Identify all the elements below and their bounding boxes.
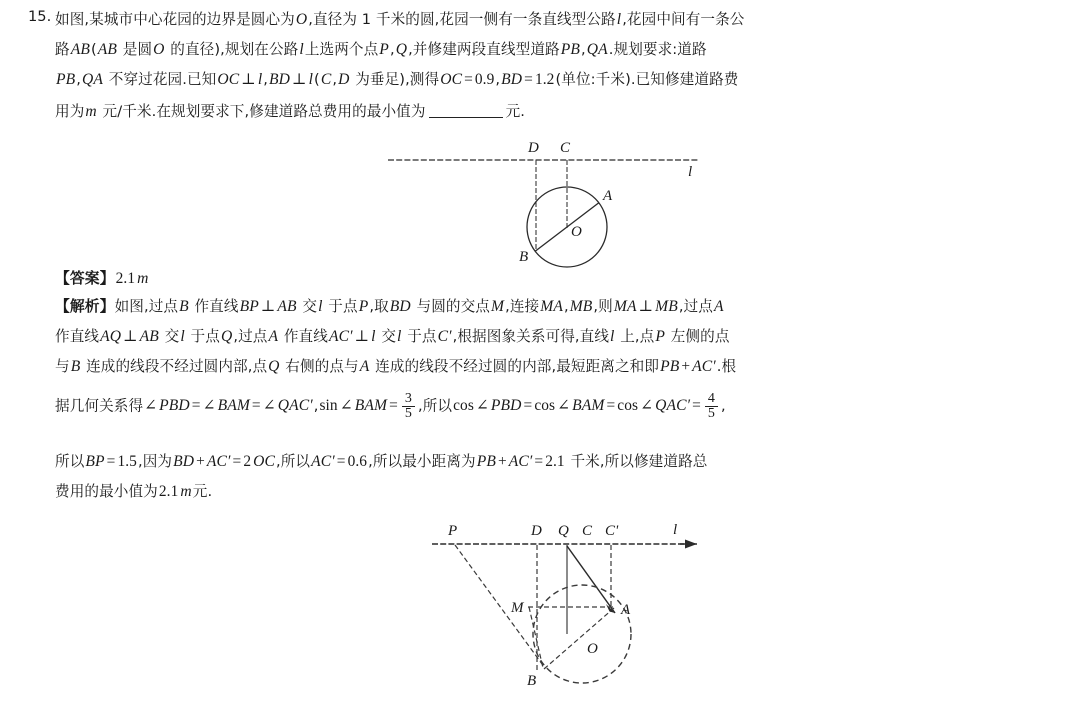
solution-run-run-11: ,所以	[276, 453, 311, 470]
solution-run-run-5: l	[180, 328, 185, 345]
solution-run-run-13: l	[371, 328, 376, 345]
question-run-run-2: ,直径为 1 千米的圆,花园一侧有一条直线型公路	[308, 11, 616, 28]
solution-run-run-17: +	[497, 453, 507, 470]
solution-run-run-23: =	[606, 397, 616, 415]
solution-run-run-10: sin	[319, 397, 338, 415]
solution-run-run-11: AC′	[328, 328, 353, 345]
solution-run-run-21: P	[655, 328, 665, 345]
figure1-label-O: O	[571, 224, 582, 240]
question-run-run-20: BD	[501, 71, 523, 88]
solution-run-run-7: l	[318, 298, 323, 315]
solution-run-run-13: =	[336, 453, 346, 470]
solution-run-run-23: A	[714, 298, 724, 315]
question-run-run-0: 路	[55, 41, 70, 58]
solution-run-run-0: 所以	[55, 453, 85, 470]
figure2-label-Cprime: C'	[605, 523, 619, 539]
solution-run-run-10: 作直线	[279, 328, 328, 345]
solution-run-run-9: ,	[313, 397, 319, 415]
question-run-run-0: 用为	[55, 103, 85, 120]
solution-run-run-8: ,过点	[233, 328, 268, 345]
figure1-label-l: l	[688, 164, 693, 180]
question-run-run-23: (单位:千米).已知修建道路费	[555, 71, 739, 88]
solution-run-run-19: MA	[613, 298, 637, 315]
solution-run-run-2: ⊥	[123, 328, 138, 345]
question-run-run-2: 元/千米.在规划要求下,修建道路总费用的最小值为	[97, 103, 426, 120]
solution-run-run-17: MB	[569, 298, 593, 315]
solution-run-run-5: AB	[277, 298, 297, 315]
question-run-run-2: QA	[82, 71, 104, 88]
answer-run-run-0: 2.1	[115, 270, 136, 287]
solution-run-run-14: 交	[376, 328, 397, 345]
solution-run-run-13: =	[389, 397, 398, 415]
solution-run-run-0: 作直线	[55, 328, 100, 345]
question-run-run-1: AB	[70, 41, 90, 58]
solution-run-run-4: ∠	[202, 397, 216, 415]
figure2-label-D: D	[531, 523, 542, 539]
solution-run-run-9: P	[358, 298, 369, 315]
figure2-label-B: B	[527, 673, 537, 689]
solution-run-run-6: 连成的线段不经过圆的内部,最短距离之和即	[370, 358, 660, 375]
solution-run-run-16: ,	[563, 298, 569, 315]
solution-run-run-15: ,所以	[417, 397, 453, 415]
question-run-run-7: l	[299, 41, 304, 58]
solution-run-run-6: +	[196, 453, 205, 470]
solution-run-run-13: M	[491, 298, 505, 315]
solution-run-run-5: BD	[173, 453, 195, 470]
question-line-4	[55, 100, 525, 121]
solution-run-run-1: B	[70, 358, 81, 375]
solution-run-run-14: 0.6	[347, 453, 368, 470]
question-run-run-4: OC	[217, 71, 240, 88]
solution-run-run-8: =	[232, 453, 242, 470]
solution-run-run-25: ∠	[640, 397, 654, 415]
solution-run-run-15: l	[397, 328, 402, 345]
solution-run-run-5: A	[359, 358, 370, 375]
question-run-run-15: 为垂足),测得	[350, 71, 440, 88]
solution-run-run-21: MB	[655, 298, 678, 315]
solution-run-run-7: AC′	[206, 453, 231, 470]
solution-run-run-8: QAC′	[277, 397, 313, 415]
solution-run-run-12: AC′	[311, 453, 335, 470]
question-run-run-11: Q	[395, 41, 408, 58]
question-run-run-15: QA	[586, 41, 608, 58]
solution-run-run-24: cos	[617, 397, 639, 415]
question-run-run-10: l	[308, 71, 314, 88]
solution-run-run-20: 2.1	[545, 453, 565, 470]
solution-run-run-0: 如图,过点	[114, 298, 179, 315]
question-run-run-6: l	[257, 71, 263, 88]
question-run-run-16: .规划要求:道路	[608, 41, 707, 58]
solution-run-run-11: ∠	[339, 397, 353, 415]
problem-figure	[380, 130, 710, 270]
figure2-label-Q: Q	[558, 523, 569, 539]
question-run-run-19: ,	[495, 71, 501, 88]
question-run-run-5: O	[153, 41, 165, 58]
question-run-run-21: =	[524, 71, 533, 88]
solution-run-run-2: =	[106, 453, 116, 470]
question-run-run-0: 如图,某城市中心花园的边界是圆心为	[55, 11, 295, 28]
solution-run-run-10: OC	[253, 453, 275, 470]
solution-run-run-10: ,取	[369, 298, 389, 315]
solution-run-run-17: C′	[437, 328, 452, 345]
solution-run-run-15: ,所以最小距离为	[368, 453, 476, 470]
question-run-run-9: P	[379, 41, 389, 58]
solution-label: 【解析】	[55, 298, 115, 315]
solution-run-run-14: ,连接	[505, 298, 540, 315]
question-run-run-11: (	[314, 71, 320, 88]
solution-run-run-18: PBD	[490, 397, 522, 415]
solution-run-run-3: 元.	[192, 483, 213, 500]
solution-run-run-1: 2.1	[158, 483, 179, 500]
answer-block	[55, 267, 150, 288]
question-run-run-17: =	[464, 71, 473, 88]
solution-run-run-12: BAM	[354, 397, 388, 415]
solution-run-run-3: AB	[139, 328, 159, 345]
question-run-run-8: BD	[269, 71, 290, 88]
solution-run-run-18: ,根据图象关系可得,直线	[452, 328, 610, 345]
solution-run-run-1: B	[179, 298, 189, 315]
solution-figure	[415, 515, 735, 700]
question-run-run-18: 0.9	[474, 71, 495, 88]
solution-run-run-7: Q	[220, 328, 233, 345]
solution-run-run-3: Q	[268, 358, 280, 375]
question-line-1	[55, 8, 744, 29]
solution-line-3	[55, 355, 736, 376]
solution-run-run-5: BAM	[217, 397, 250, 415]
solution-run-run-9: A	[268, 328, 279, 345]
figure1-label-C: C	[560, 140, 571, 156]
solution-run-run-6: 于点	[185, 328, 220, 345]
figure1-label-B: B	[519, 249, 529, 265]
figure2-label-O: O	[587, 641, 598, 657]
solution-run-run-0: 与	[55, 358, 70, 375]
question-run-run-1: m	[85, 103, 97, 120]
question-run-run-8: 上选两个点	[304, 41, 379, 58]
question-run-run-5: ⊥	[241, 71, 256, 88]
question-run-run-4: ,花园中间有一条公	[622, 11, 745, 28]
solution-run-run-2: 作直线	[189, 298, 239, 315]
figure2-label-M: M	[511, 600, 524, 616]
solution-run-run-10: .根	[716, 358, 737, 375]
solution-run-run-3: =	[191, 397, 201, 415]
solution-run-run-7: ∠	[262, 397, 276, 415]
question-run-run-7: ,	[263, 71, 268, 88]
solution-line-1	[55, 295, 725, 316]
question-run-run-10: ,	[389, 41, 395, 58]
solution-run-run-19: l	[610, 328, 615, 345]
solution-run-run-21: ∠	[557, 397, 571, 415]
question-run-run-14: ,	[581, 41, 586, 58]
question-run-run-6: 的直径),规划在公路	[165, 41, 299, 58]
solution-run-run-12: ⊥	[354, 328, 370, 345]
answer-run-run-1: m	[137, 270, 149, 287]
question-run-run-9: ⊥	[292, 71, 307, 88]
question-run-run-16: OC	[440, 71, 463, 88]
question-run-run-1: ,	[76, 71, 82, 88]
solution-run-run-8: 于点	[323, 298, 358, 315]
solution-run-run-3: 1.5	[117, 453, 137, 470]
solution-run-run-1: AQ	[100, 328, 122, 345]
solution-run-run-6: 交	[297, 298, 318, 315]
figure1-label-D: D	[528, 140, 539, 156]
solution-run-run-8: +	[681, 358, 691, 375]
solution-run-run-4: 右侧的点与	[280, 358, 359, 375]
question-run-run-4: 是圆	[118, 41, 153, 58]
solution-run-run-20: 上,点	[615, 328, 655, 345]
solution-line-6	[55, 480, 212, 501]
solution-run-run-22: ,过点	[678, 298, 714, 315]
solution-line-4	[55, 392, 726, 422]
solution-line-2	[55, 325, 730, 346]
question-run-run-13: PB	[560, 41, 581, 58]
solution-run-run-4: ⊥	[260, 298, 276, 315]
question-run-run-12: ,并修建两段直线型道路	[408, 41, 560, 58]
figure1-label-A: A	[603, 188, 613, 204]
solution-run-run-16: cos	[453, 397, 474, 415]
solution-run-run-1: ∠	[144, 397, 158, 415]
solution-run-run-9: 2	[243, 453, 252, 470]
solution-run-run-21: 千米,所以修建道路总	[565, 453, 708, 470]
question-run-run-22: 1.2	[534, 71, 555, 88]
solution-run-run-2: m	[180, 483, 192, 500]
question-run-run-12: C	[320, 71, 332, 88]
question-run-run-3: l	[616, 11, 622, 28]
question-run-run-2: (	[90, 41, 97, 58]
solution-line-5	[55, 450, 707, 471]
question-number: 15.	[28, 8, 52, 25]
answer-value	[115, 270, 150, 287]
solution-run-run-18: ,则	[593, 298, 613, 315]
question-run-run-3: 不穿过花园.已知	[104, 71, 217, 88]
solution-run-run-11: BD	[389, 298, 411, 315]
solution-run-run-12: 与圆的交点	[411, 298, 490, 315]
fraction: $\frac{3}{5}$	[402, 392, 415, 422]
solution-run-run-19: =	[534, 453, 544, 470]
question-run-run-14: D	[338, 71, 350, 88]
solution-run-run-9: AC′	[692, 358, 716, 375]
question-line-3	[55, 68, 738, 89]
question-run-run-1: O	[295, 11, 308, 28]
solution-run-run-3: BP	[239, 298, 259, 315]
solution-run-run-27: =	[692, 397, 701, 415]
solution-run-run-20: cos	[534, 397, 556, 415]
question-run-run-0: PB	[56, 71, 76, 88]
solution-run-run-20: ⊥	[638, 298, 654, 315]
figure2-label-P: P	[448, 523, 458, 539]
solution-run-run-19: =	[523, 397, 533, 415]
solution-run-run-2: 连成的线段不经过圆内部,点	[81, 358, 268, 375]
solution-run-run-16: PB	[476, 453, 496, 470]
figure2-label-C: C	[582, 523, 593, 539]
solution-run-run-18: AC′	[508, 453, 533, 470]
solution-run-run-2: PBD	[159, 397, 190, 415]
question-run-run-13: ,	[332, 71, 338, 88]
solution-run-run-15: MA	[540, 298, 563, 315]
solution-run-run-7: PB	[660, 358, 680, 375]
solution-run-run-0: 据几何关系得	[55, 397, 144, 415]
solution-run-run-16: 于点	[402, 328, 437, 345]
solution-run-run-1: BP	[85, 453, 105, 470]
question-run-run-4: 元.	[505, 103, 526, 120]
fraction: $\frac{4}{5}$	[705, 392, 718, 422]
solution-run-run-26: QAC′	[655, 397, 691, 415]
solution-run-run-4: ,因为	[137, 453, 173, 470]
solution-run-run-17: ∠	[475, 397, 489, 415]
solution-run-run-4: 交	[159, 328, 180, 345]
solution-run-run-29: ,	[721, 397, 726, 415]
solution-run-run-6: =	[251, 397, 261, 415]
question-line-2	[55, 38, 707, 59]
solution-run-run-22: 左侧的点	[666, 328, 730, 345]
solution-run-run-0: 费用的最小值为	[55, 483, 158, 500]
answer-blank	[429, 104, 503, 118]
figure2-label-l: l	[673, 522, 678, 538]
solution-run-run-22: BAM	[572, 397, 605, 415]
answer-label: 【答案】	[55, 270, 115, 287]
question-run-run-3: AB	[97, 41, 118, 58]
figure2-label-A: A	[621, 602, 631, 618]
